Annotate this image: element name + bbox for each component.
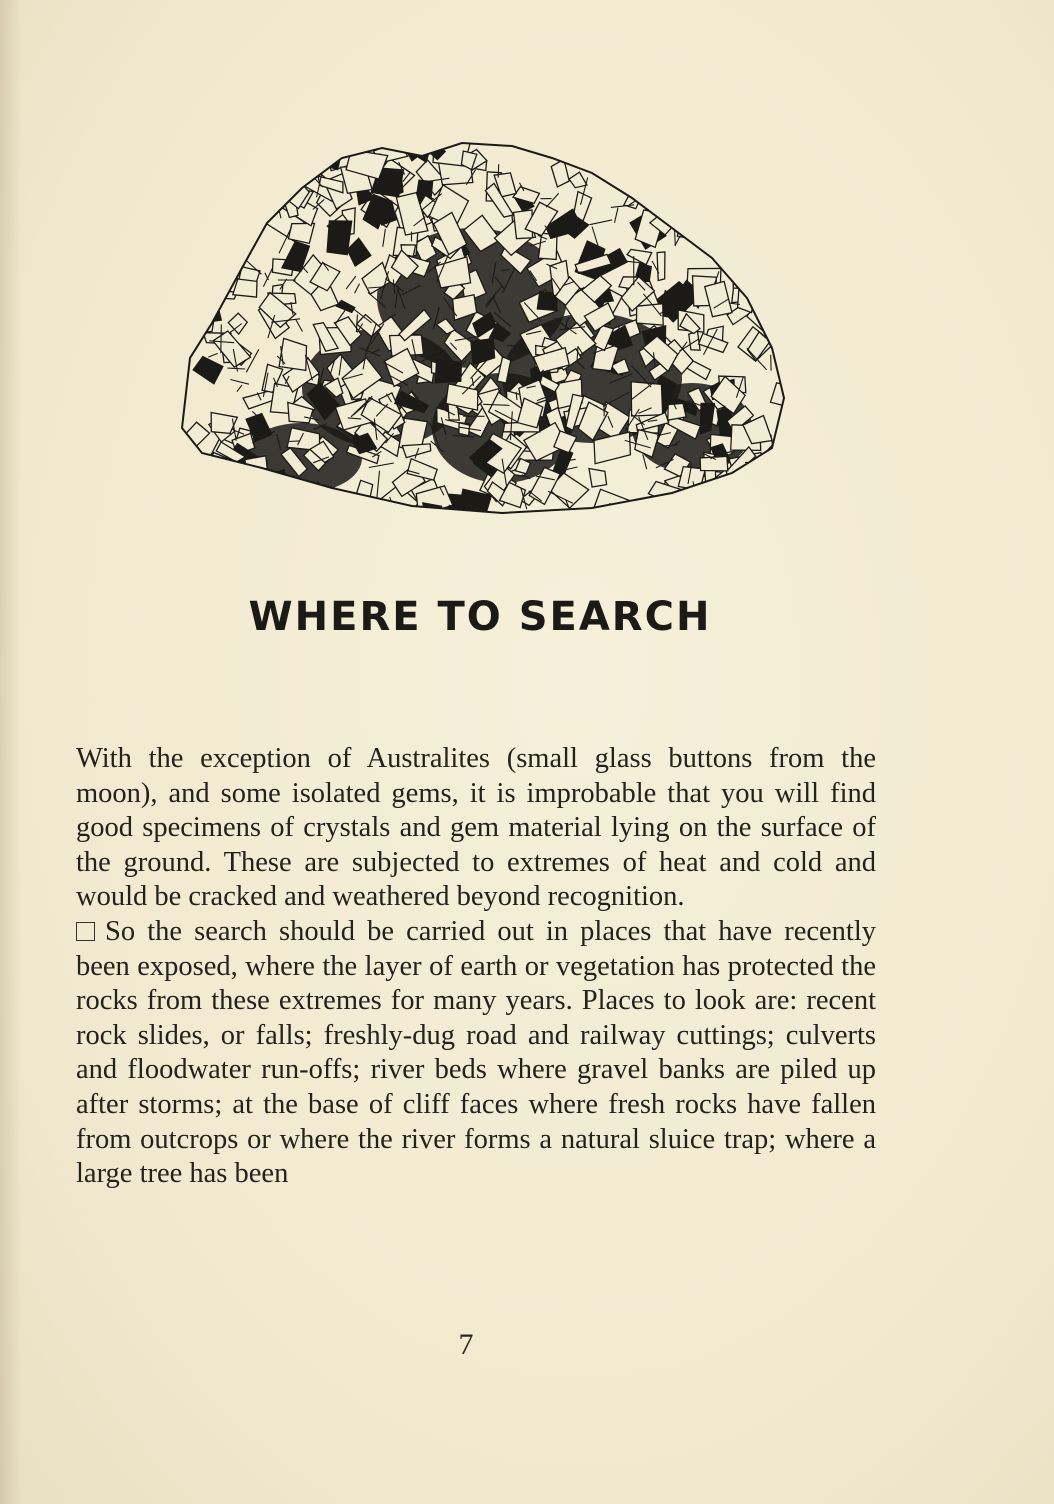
paragraph-2	[76, 915, 876, 1192]
crystal-cluster-illustration-icon	[172, 128, 790, 520]
body-text	[76, 742, 876, 1192]
square-bullet-icon	[76, 922, 95, 941]
page-number: 7	[458, 1328, 474, 1361]
spine-shadow	[0, 0, 22, 1504]
page-title: WHERE TO SEARCH	[248, 594, 712, 640]
paragraph-2-text: So the search should be carried out in places that have recently been exposed, where the layer of earth or vegetation has protected the rocks from these extremes for many years. Places to look are: recent rock slides, or falls; freshly-dug road and railway cuttings; culverts and floodwater run-offs; river beds where gravel banks are piled up after storms; at the base of cliff faces where fresh rocks have fallen from outcrops or where the river forms a natural sluice trap; where a large tree has been	[76, 915, 876, 1190]
paragraph-1: With the exception of Australites (small glass buttons from the moon), and some isolated gems, it is improbable that you will find good specimens of crystals and gem material lying on the surface of the ground. These are subjected to extremes of heat and cold and would be cracked and weathered beyond recognition.	[76, 743, 876, 913]
